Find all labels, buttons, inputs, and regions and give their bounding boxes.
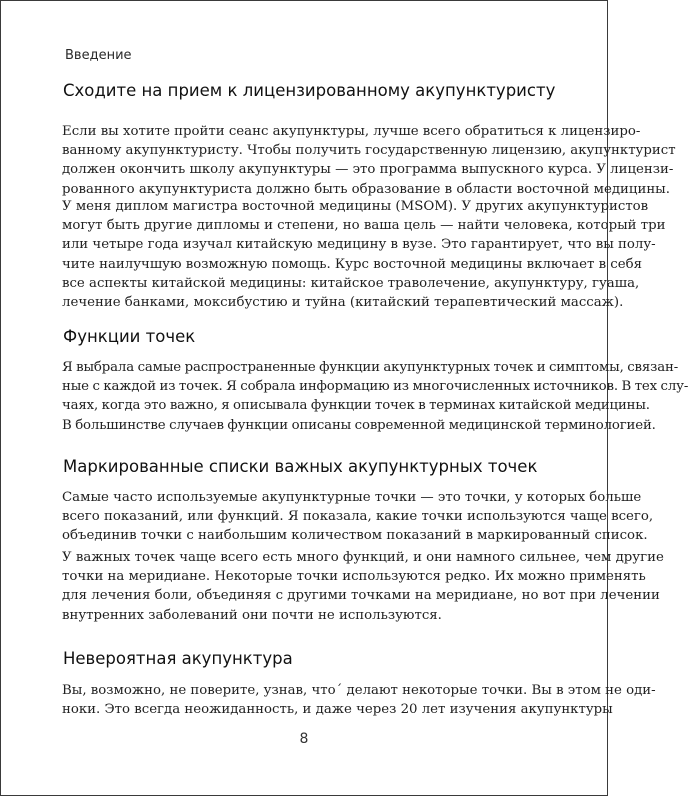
page-number: 8 <box>299 731 309 747</box>
section-heading-bulleted-lists: Маркированные списки важных акупунктурных точек <box>63 457 538 476</box>
text-line: точки на меридиане. Некоторые точки используются редко. Их можно применять <box>62 569 646 585</box>
text-line: лечение банками, моксибустию и туйна (китайский терапевтический массаж). <box>62 295 624 311</box>
text-line: должен окончить школу акупунктуры — это программа выпускного курса. У лицензи- <box>62 162 674 178</box>
text-line: могут быть другие дипломы и степени, но ваша цель — найти человека, который три <box>62 218 666 234</box>
text-line: чите наилучшую возможную помощь. Курс восточной медицины включает в себя <box>62 256 642 272</box>
text-line: внутренних заболеваний они почти не используются. <box>62 607 442 623</box>
text-line: ванному акупунктуристу. Чтобы получить государственную лицензию, акупунктурист <box>62 143 676 159</box>
paragraph <box>62 358 688 435</box>
text-line: объединив точки с наибольшим количеством показаний в маркированный список. <box>62 528 648 544</box>
section-heading-incredible-acupuncture: Невероятная акупунктура <box>63 649 293 668</box>
text-line: всего показаний, или функций. Я показала, какие точки используются чаще всего, <box>62 509 654 525</box>
text-line: или четыре года изучал китайскую медицину в вузе. Это гарантирует, что вы полу- <box>62 237 656 253</box>
text-line: рованного акупунктуриста должно быть образование в области восточной медицины. <box>62 181 670 197</box>
text-line: Если вы хотите пройти сеанс акупунктуры, лучше всего обратиться к лицензиро- <box>62 124 641 139</box>
section-heading-licensed-acupuncturist: Сходите на прием к лицензированному акупунктуристу <box>63 81 556 100</box>
paragraph <box>62 488 654 546</box>
running-head: Введение <box>65 48 132 63</box>
paragraph <box>62 122 676 199</box>
paragraph <box>62 681 656 719</box>
text-line: Вы, возможно, не поверите, узнав, что´ делают некоторые точки. Вы в этом не оди- <box>62 683 656 698</box>
paragraph <box>62 197 666 312</box>
text-line: ные с каждой из точек. Я собрала информацию из многочисленных источников. В тех слу- <box>62 379 688 395</box>
text-line: чаях, когда это важно, я описывала функции точек в терминах китайской медицины. <box>62 398 650 414</box>
text-line: все аспекты китайской медицины: китайское траволечение, акупунктуру, гуаша, <box>62 275 640 291</box>
paragraph <box>62 548 664 625</box>
text-line: Самые часто используемые акупунктурные точки — это точки, у которых больше <box>62 490 642 505</box>
section-heading-point-functions: Функции точек <box>63 327 196 346</box>
text-line: ноки. Это всегда неожиданность, и даже через 20 лет изучения акупунктуры <box>62 702 613 718</box>
text-line: У меня диплом магистра восточной медицины (MSOM). У других акупунктуристов <box>62 199 649 214</box>
text-line: У важных точек чаще всего есть много функций, и они намного сильнее, чем другие <box>62 550 664 565</box>
text-line: Я выбрала самые распространенные функции акупунктурных точек и симптомы, связан- <box>62 360 679 375</box>
text-line: для лечения боли, объединяя с другими точками на меридиане, но вот при лечении <box>62 588 660 604</box>
text-line: В большинстве случаев функции описаны современной медицинской терминологией. <box>62 417 656 433</box>
